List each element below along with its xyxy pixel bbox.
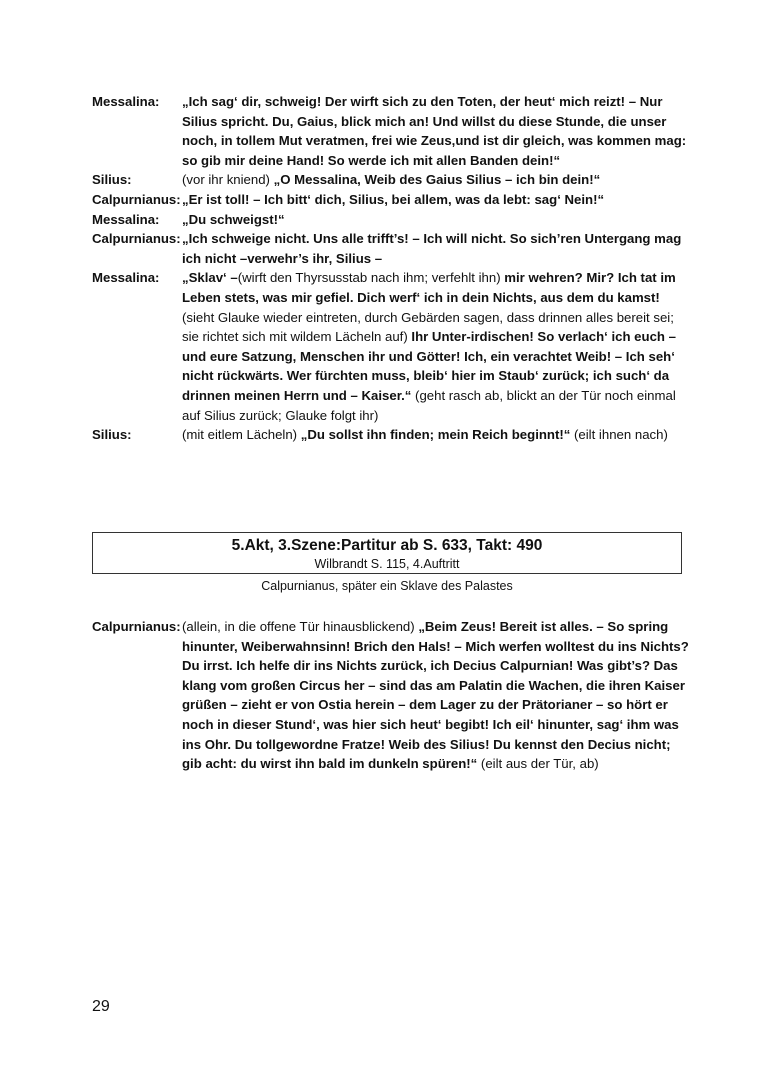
speech-text: (vor ihr kniend) „O Messalina, Weib des Gaius Silius – ich bin dein!“ [182, 172, 601, 188]
dialogue-line [92, 210, 692, 230]
stage-direction: (geht rasch ab, blickt an der Tür noch einmal auf Silius zurück; Glauke folgt ihr) [182, 387, 676, 423]
stage-direction: (sieht Glauke wieder eintreten, durch Gebärden sagen, dass drinnen alles bereit sei; sie richtet sich mit wildem Lächeln auf) [182, 309, 674, 345]
dialogue-line [92, 92, 692, 170]
page-number: 29 [92, 998, 110, 1015]
dialogue-line [92, 425, 692, 445]
stage-direction: (vor ihr kniend) [182, 172, 274, 188]
speaker-name: Silius: [92, 427, 132, 443]
speech-text: „Sklav‘ –(wirft den Thyrsusstab nach ihm; verfehlt ihn) mir wehren? Mir? Ich tat im Leben stets, was mir gefiel. Dich werf‘ ich in dein Nichts, aus dem du kamst! (sieht Glauke wieder eintreten, durch Gebärden sagen, dass drinnen alles bereit sei; sie richtet sich mit wildem Lächeln auf) Ihr Unter-irdischen! So verlach‘ ich euch – und eure Satzung, Menschen ihr und Götter! Ich, ein verachtet Weib! – Ich seh‘ nicht rückwärts. Wer fürchten muss, bleib‘ hier im Staub‘ zurück; ich such‘ da drinnen meinen Herrn und – Kaiser.“ (geht rasch ab, blickt an der Tür noch einmal auf Silius zurück; Glauke folgt ihr) [182, 270, 676, 423]
stage-direction: (allein, in die offene Tür hinausblickend) [182, 619, 419, 634]
stage-direction: (wirft den Thyrsusstab nach ihm; verfehlt ihn) [237, 270, 505, 286]
scene-subtitle: Wilbrandt S. 115, 4.Auftritt [314, 557, 460, 571]
speech-text: „Du schweigst!“ [182, 211, 285, 227]
speaker-name: Silius: [92, 172, 132, 188]
speaker-name: Messalina: [92, 94, 160, 109]
scene-title: 5.Akt, 3.Szene:Partitur ab S. 633, Takt: 490 [231, 537, 543, 554]
speaker-name: Calpurnianus: [92, 191, 181, 207]
speaker-name: Messalina: [92, 211, 160, 227]
stage-direction: (eilt aus der Tür, ab) [477, 756, 599, 772]
scene-heading-box [92, 532, 682, 574]
speech-text: (allein, in die offene Tür hinausblickend) „Beim Zeus! Bereit ist alles. – So spring hinunter, Weiberwahnsinn! Brich den Hals! – Mich werfen wolltest du ins Nichts? Du irrst. Ich helfe dir ins Nichts zurück, ich Decius Calpurnian! Was gibt’s? Das klang vom großen Circus her – sind das am Palatin die Wachen, die ihren Kaiser grüßen – zieht er von Ostia herein – dem Lager zu der Prätorianer – so hört er noch in dieser Stund‘, was hier sich heut‘ begibt! Ich eil‘ hinunter, sag‘ ihm was ins Ohr. Du tollgewordne Fratze! Weib des Silius! Du kennst den Decius nicht; gib acht: du wirst ihn bald im dunkeln spüren!“ (eilt aus der Tür, ab) [182, 619, 689, 772]
speech-text: „Er ist toll! – Ich bitt‘ dich, Silius, bei allem, was da lebt: sag‘ Nein!“ [182, 191, 605, 207]
dialogue-line [92, 190, 692, 210]
speech-text: „Ich schweige nicht. Uns alle trifft’s! – Ich will nicht. So sich’ren Untergang mag ich nicht –verwehr’s ihr, Silius – [182, 231, 682, 266]
speaker-name: Calpurnianus: [92, 619, 181, 634]
dialogue-line [92, 229, 692, 268]
speaker-name: Messalina: [92, 270, 160, 286]
dialogue-section-1 [92, 92, 692, 445]
dialogue-line [92, 268, 692, 425]
speaker-name: Calpurnianus: [92, 231, 181, 247]
dialogue-line [92, 617, 692, 774]
speech-text: „Ich sag‘ dir, schweig! Der wirft sich zu den Toten, der heut‘ mich reizt! – Nur Silius spricht. Du, Gaius, blick mich an! Und willst du diese Stunde, die unser noch, in tollem Mut veratmen, frei wie Zeus,und ist dir gleich, was kommen mag: so gib mir deine Hand! So werde ich mit allen Banden dein!“ [182, 94, 687, 168]
scene-cast: Calpurnianus, später ein Sklave des Palastes [261, 579, 513, 593]
dialogue-line [92, 170, 692, 190]
dialogue-section-2 [92, 617, 692, 774]
stage-direction: (eilt ihnen nach) [570, 427, 668, 443]
stage-direction: (mit eitlem Lächeln) [182, 427, 301, 443]
speech-text: (mit eitlem Lächeln) „Du sollst ihn finden; mein Reich beginnt!“ (eilt ihnen nach) [182, 427, 668, 443]
